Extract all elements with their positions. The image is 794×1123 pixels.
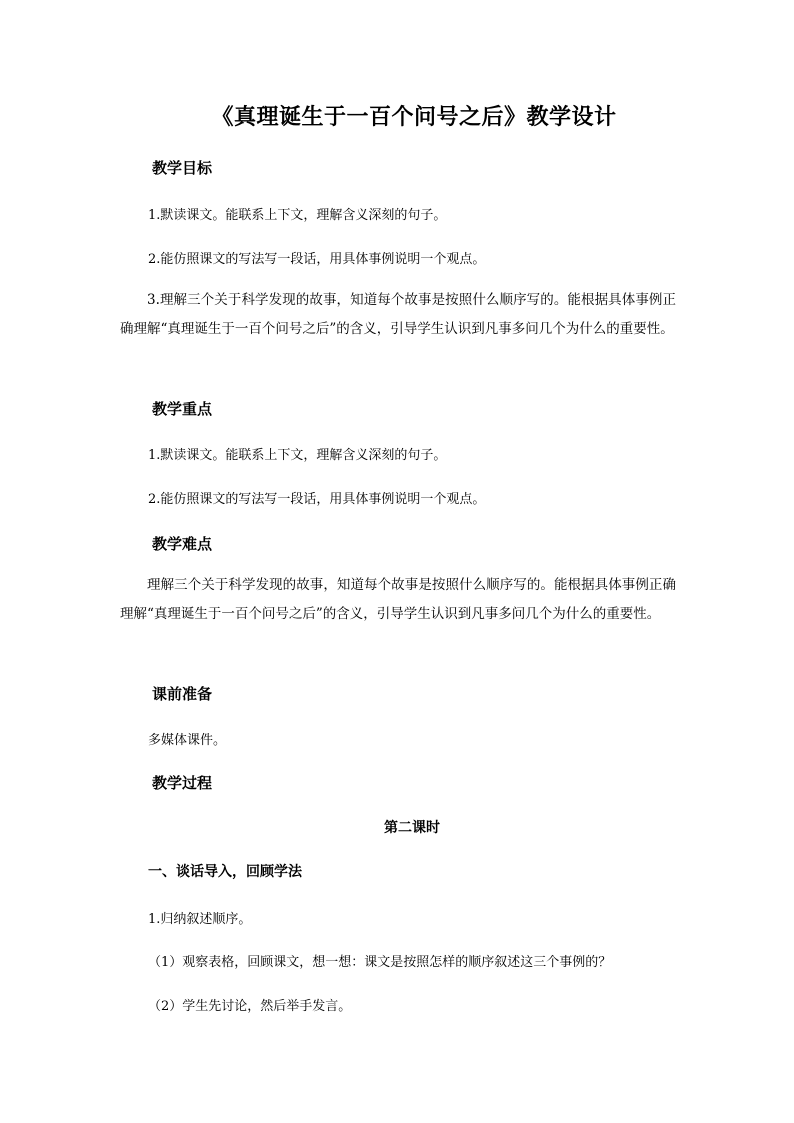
goal-item-1: 1.默读课文。能联系上下文，理解含义深刻的句子。	[148, 208, 447, 223]
step1-item-1: 1.归纳叙述顺序。	[148, 912, 252, 927]
key-point-item-2: 2.能仿照课文的写法写一段话，用具体事例说明一个观点。	[148, 492, 486, 507]
step1-heading: 一、谈话导入，回顾学法	[148, 864, 302, 880]
preparation-text: 多媒体课件。	[148, 733, 227, 748]
heading-teaching-process: 教学过程	[152, 774, 213, 792]
step1-item-2: （1）观察表格，回顾课文，想一想：课文是按照怎样的顺序叙述这三个事例的？	[148, 955, 612, 970]
heading-key-points: 教学重点	[152, 400, 213, 418]
goal-item-3: 3.理解三个关于科学发现的故事，知道每个故事是按照什么顺序写的。能根据具体事例正确理解“真理诞生于一百个问号之后”的含义，引导学生认识到凡事多问几个为什么的重要性。	[120, 292, 676, 337]
heading-teaching-goals: 教学目标	[152, 159, 213, 177]
heading-difficulties: 教学难点	[152, 535, 213, 553]
step1-item-3: （2）学生先讨论，然后举手发言。	[148, 999, 352, 1014]
heading-preparation: 课前准备	[152, 685, 213, 703]
goal-item-2: 2.能仿照课文的写法写一段话，用具体事例说明一个观点。	[148, 252, 486, 267]
difficulties-text: 理解三个关于科学发现的故事，知道每个故事是按照什么顺序写的。能根据具体事例正确理解“真理诞生于一百个问号之后”的含义，引导学生认识到凡事多问几个为什么的重要性。	[120, 577, 676, 622]
key-point-item-1: 1.默读课文。能联系上下文，理解含义深刻的句子。	[148, 448, 447, 463]
document-title: 《真理诞生于一百个问号之后》教学设计	[211, 104, 617, 130]
lesson-title: 第二课时	[384, 820, 440, 836]
